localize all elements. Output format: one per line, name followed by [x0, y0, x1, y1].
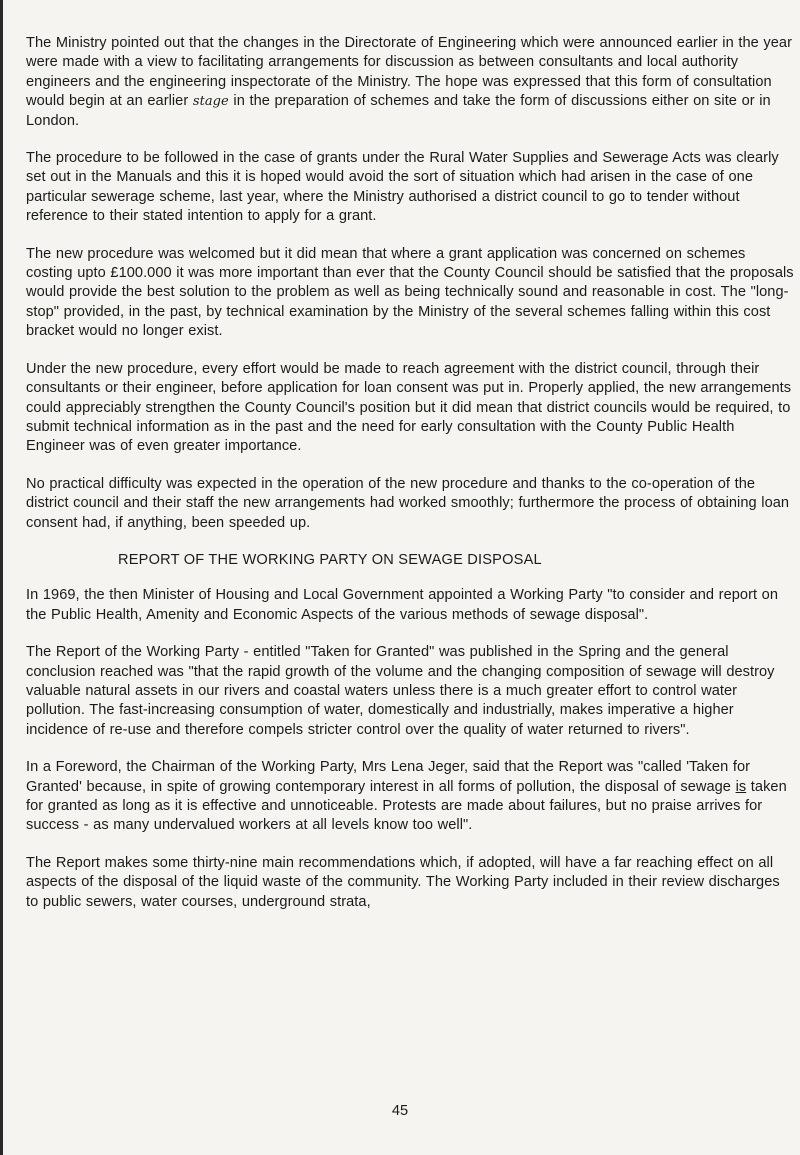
paragraph-6: In 1969, the then Minister of Housing and Local Government appointed a Working Party "to consider and report on the Public Health, Amenity and Economic Aspects of the various methods of sewage disposal".	[26, 587, 779, 623]
paragraph-2: The procedure to be followed in the case of grants under the Rural Water Supplies and Sewerage Acts was clearly set out in the Manuals and this it is hoped would avoid the sort of situation which had arisen in the case of one particular sewerage scheme, last year, where the Ministry authorised a district council to go to tender without reference to their stated intention to apply for a grant.	[26, 150, 779, 225]
paragraph-8: In a Foreword, the Chairman of the Working Party, Mrs Lena Jeger, said that the Report was "called 'Taken for Granted' because, in spite of growing contemporary interest in all forms of pollution, the disposal of sewage is taken for granted as long as it is effective and unnoticeable. Protests are made about failures, but no praise arrives for success - as many undervalued workers at all levels know too well".	[26, 759, 787, 834]
paragraph-1: The Ministry pointed out that the changes in the Directorate of Engineering which were announced earlier in the year were made with a view to facilitating arrangements for discussion as between consultants and local authority engineers and the engineering inspectorate of the Ministry. The hope was expressed that this form of consultation would begin at an earlier stage in the preparation of schemes and take the form of discussions either on site or in London.	[26, 35, 793, 129]
page-content	[26, 34, 794, 930]
section-heading: REPORT OF THE WORKING PARTY ON SEWAGE DISPOSAL	[118, 551, 542, 568]
page-edge	[0, 0, 3, 1155]
paragraph-4: Under the new procedure, every effort would be made to reach agreement with the district council, through their consultants or their engineer, before application for loan consent was put in. Properly applied, the new arrangements could appreciably strengthen the County Council's position but it did mean that district councils would be required, to submit technical information as in the past and the need for early consultation with the County Public Health Engineer was of even greater importance.	[26, 360, 792, 455]
paragraph-7: The Report of the Working Party - entitled "Taken for Granted" was published in the Spring and the general conclusion reached was "that the rapid growth of the volume and the changing composition of sewage will destroy valuable natural assets in our rivers and coastal waters unless there is a much greater effort to control water pollution. The fast-increasing consumption of water, domestically and industrially, makes imperative a higher incidence of re-use and therefore compels stricter control over the quality of water returned to rivers".	[26, 644, 775, 738]
paragraph-5: No practical difficulty was expected in the operation of the new procedure and thanks to the co-operation of the district council and their staff the new arrangements had worked smoothly; furthermore the process of obtaining loan consent had, if anything, been speeded up.	[26, 475, 790, 531]
page-number: 45	[391, 1103, 409, 1119]
paragraph-9: The Report makes some thirty-nine main recommendations which, if adopted, will have a far reaching effect on all aspects of the disposal of the liquid waste of the community. The Working Party included in their review discharges to public sewers, water courses, underground strata,	[26, 854, 780, 910]
underlined-word: is	[735, 778, 747, 795]
paragraph-3: The new procedure was welcomed but it did mean that where a grant application was concerned on schemes costing upto £100.000 it was more important than ever that the County Council should be satisfied that the proposals would provide the best solution to the problem as well as being technically sound and reasonable in cost. The "long-stop" provided, in the past, by technical examination by the Ministry of the several schemes falling within this cost bracket would no longer exist.	[26, 245, 794, 340]
handwritten-correction: stage	[192, 94, 229, 110]
